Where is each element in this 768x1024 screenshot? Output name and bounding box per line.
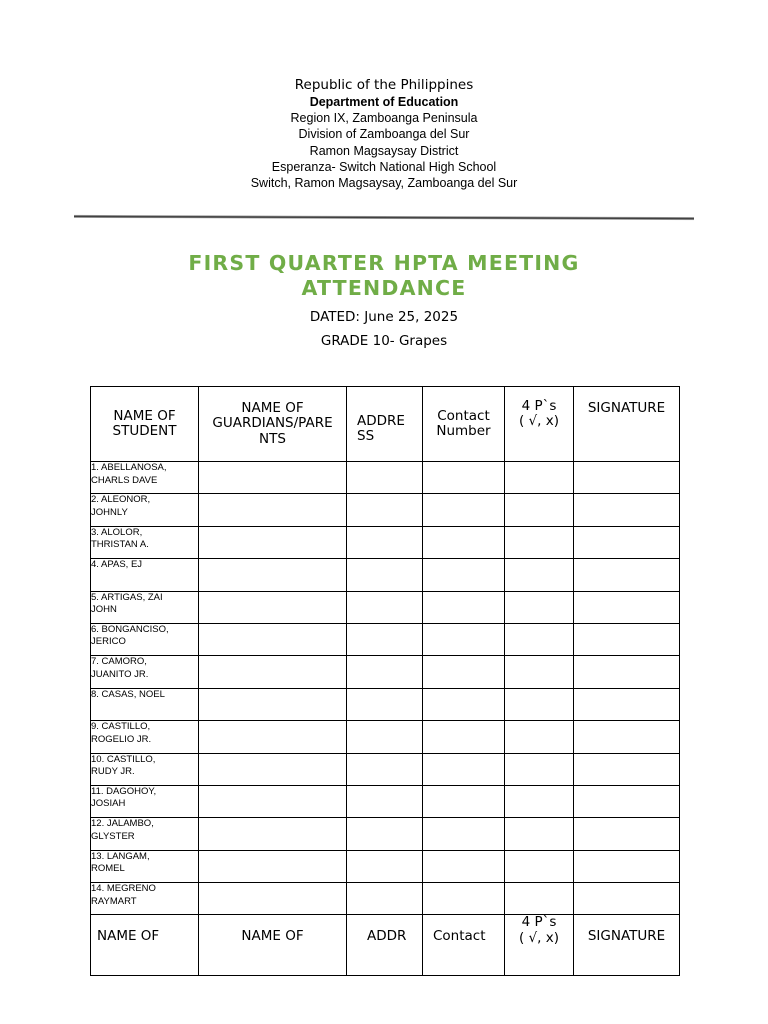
- header-address-line-2: SS: [357, 428, 375, 444]
- student-name-line-2: JOSIAH: [91, 798, 126, 810]
- header-4ps: [505, 387, 574, 462]
- header-contact: [423, 387, 505, 462]
- school-line: Esperanza- Switch National High School: [271, 159, 497, 174]
- fourps-cell[interactable]: [505, 526, 574, 558]
- document-title: [0, 251, 768, 300]
- table-row: [91, 591, 680, 623]
- contact-cell[interactable]: [423, 656, 505, 688]
- signature-cell[interactable]: [574, 818, 680, 850]
- table-row: [91, 721, 680, 753]
- student-name-cell: [91, 623, 199, 655]
- republic-line: Republic of the Philippines: [294, 77, 474, 93]
- signature-cell[interactable]: [574, 656, 680, 688]
- fourps-cell[interactable]: [505, 850, 574, 882]
- table-header-row: [91, 387, 680, 462]
- signature-cell[interactable]: [574, 850, 680, 882]
- contact-cell[interactable]: [423, 462, 505, 494]
- fourps-cell[interactable]: [505, 785, 574, 817]
- footer-address: [347, 915, 423, 976]
- header-address-line-1: ADDRE: [357, 412, 405, 429]
- signature-cell[interactable]: [574, 462, 680, 494]
- header-contact-line-2: Number: [436, 423, 491, 439]
- table-row: [91, 623, 680, 655]
- fourps-cell[interactable]: [505, 753, 574, 785]
- student-name-line-1: 3. ALOLOR,: [91, 526, 143, 538]
- guardian-cell[interactable]: [199, 818, 347, 850]
- header-4ps-text: [505, 399, 573, 430]
- repeated-header-row: [91, 915, 680, 976]
- letterhead: [0, 77, 768, 191]
- table-row: [91, 753, 680, 785]
- footer-4ps-text: [505, 915, 573, 946]
- signature-cell[interactable]: [574, 721, 680, 753]
- attendance-table-wrapper: [90, 386, 679, 946]
- letterhead-divider: [74, 215, 694, 220]
- header-4ps-line-1: 4 P`s: [521, 397, 557, 414]
- fourps-cell[interactable]: [505, 462, 574, 494]
- region-line: Region IX, Zamboanga Peninsula: [290, 111, 478, 126]
- table-row: [91, 526, 680, 558]
- student-name-cell: [91, 591, 199, 623]
- table-row: [91, 462, 680, 494]
- table-row: [91, 494, 680, 526]
- footer-4ps-line-1: 4 P`s: [521, 914, 557, 931]
- student-name-line-1: 8. CASAS, NOEL: [91, 688, 165, 700]
- guardian-cell[interactable]: [199, 623, 347, 655]
- header-guardian-line-1: NAME OF: [241, 399, 304, 416]
- address-cell[interactable]: [347, 883, 423, 915]
- student-name-line-2: THRISTAN A.: [91, 539, 149, 551]
- address-cell[interactable]: [347, 494, 423, 526]
- header-student-line-1: NAME OF: [113, 407, 176, 424]
- contact-cell[interactable]: [423, 591, 505, 623]
- contact-cell[interactable]: [423, 526, 505, 558]
- guardian-cell[interactable]: [199, 559, 347, 591]
- fourps-cell[interactable]: [505, 721, 574, 753]
- guardian-cell[interactable]: [199, 526, 347, 558]
- student-name-line-1: 11. DAGOHOY,: [91, 785, 157, 797]
- signature-cell[interactable]: [574, 494, 680, 526]
- guardian-cell[interactable]: [199, 785, 347, 817]
- address-cell[interactable]: [347, 623, 423, 655]
- student-name-line-1: 14. MEGRENO: [91, 883, 156, 895]
- contact-cell[interactable]: [423, 623, 505, 655]
- address-cell[interactable]: [347, 688, 423, 720]
- contact-cell[interactable]: [423, 753, 505, 785]
- contact-cell[interactable]: [423, 850, 505, 882]
- fourps-cell[interactable]: [505, 656, 574, 688]
- address-cell[interactable]: [347, 526, 423, 558]
- signature-cell[interactable]: [574, 559, 680, 591]
- student-name-line-2: JERICO: [91, 636, 126, 648]
- student-name-line-2: GLYSTER: [91, 830, 135, 842]
- student-name-line-2: CHARLS DAVE: [91, 474, 158, 486]
- address-cell[interactable]: [347, 818, 423, 850]
- header-student: [91, 387, 199, 462]
- fourps-cell[interactable]: [505, 818, 574, 850]
- fourps-cell[interactable]: [505, 591, 574, 623]
- footer-signature: [574, 915, 680, 976]
- student-name-line-2: RAYMART: [91, 895, 137, 907]
- contact-cell[interactable]: [423, 721, 505, 753]
- student-name-line-1: 13. LANGAM,: [91, 850, 150, 862]
- fourps-cell[interactable]: [505, 623, 574, 655]
- signature-cell[interactable]: [574, 785, 680, 817]
- guardian-cell[interactable]: [199, 850, 347, 882]
- footer-4ps: [505, 915, 574, 976]
- footer-contact: [423, 915, 505, 976]
- header-address: [347, 387, 423, 462]
- division-line: Division of Zamboanga del Sur: [298, 127, 470, 142]
- student-name-line-2: JOHNLY: [91, 506, 128, 518]
- guardian-cell[interactable]: [199, 688, 347, 720]
- contact-cell[interactable]: [423, 785, 505, 817]
- school-address-line: Switch, Ramon Magsaysay, Zamboanga del Sur: [250, 176, 518, 191]
- footer-contact-text: Contact: [433, 928, 486, 945]
- contact-cell[interactable]: [423, 559, 505, 591]
- table-row: [91, 656, 680, 688]
- table-row: [91, 883, 680, 915]
- student-name-cell: [91, 850, 199, 882]
- student-name-line-2: ROMEL: [91, 863, 125, 875]
- student-name-cell: [91, 785, 199, 817]
- contact-cell[interactable]: [423, 883, 505, 915]
- guardian-cell[interactable]: [199, 591, 347, 623]
- guardian-cell[interactable]: [199, 721, 347, 753]
- student-name-cell: [91, 818, 199, 850]
- signature-cell[interactable]: [574, 688, 680, 720]
- table-row: [91, 818, 680, 850]
- header-guardian-line-3: NTS: [259, 430, 286, 447]
- student-name-cell: [91, 753, 199, 785]
- footer-address-text: ADDR: [367, 928, 407, 945]
- student-name-cell: [91, 883, 199, 915]
- fourps-cell[interactable]: [505, 688, 574, 720]
- department-line: Department of Education: [309, 95, 459, 109]
- guardian-cell[interactable]: [199, 494, 347, 526]
- student-name-cell: [91, 721, 199, 753]
- address-cell[interactable]: [347, 785, 423, 817]
- student-name-cell: [91, 526, 199, 558]
- footer-signature-text: SIGNATURE: [587, 928, 666, 945]
- student-name-line-2: JOHN: [91, 604, 117, 616]
- header-guardian-line-2: GUARDIANS/PARE: [212, 415, 333, 432]
- address-cell[interactable]: [347, 462, 423, 494]
- meeting-date: DATED: June 25, 2025: [309, 309, 459, 325]
- student-name-cell: [91, 656, 199, 688]
- header-signature: SIGNATURE: [574, 387, 680, 462]
- student-name-line-1: 12. JALAMBO,: [91, 818, 154, 830]
- table-row: [91, 785, 680, 817]
- fourps-cell[interactable]: [505, 883, 574, 915]
- contact-cell[interactable]: [423, 818, 505, 850]
- footer-guardian-text: NAME OF: [241, 928, 304, 945]
- table-row: [91, 850, 680, 882]
- district-line: Ramon Magsaysay District: [309, 143, 459, 158]
- student-name-line-2: RUDY JR.: [91, 766, 135, 778]
- table-row: [91, 559, 680, 591]
- footer-student-text: NAME OF: [97, 928, 160, 945]
- student-name-line-1: 6. BONGANCISO,: [91, 623, 169, 635]
- contact-cell[interactable]: [423, 494, 505, 526]
- footer-4ps-line-2: ( √, x): [519, 929, 559, 946]
- signature-cell[interactable]: [574, 591, 680, 623]
- student-name-line-2: JUANITO JR.: [91, 668, 149, 680]
- student-name-line-1: 7. CAMORO,: [91, 656, 147, 668]
- title-line-1: FIRST QUARTER HPTA MEETING: [188, 251, 580, 275]
- contact-cell[interactable]: [423, 688, 505, 720]
- signature-cell[interactable]: [574, 883, 680, 915]
- guardian-cell[interactable]: [199, 883, 347, 915]
- student-name-line-1: 1. ABELLANOSA,: [91, 462, 167, 473]
- table-row: [91, 688, 680, 720]
- guardian-cell[interactable]: [199, 656, 347, 688]
- student-name-line-1: 10. CASTILLO,: [91, 753, 156, 765]
- footer-student: [91, 915, 199, 976]
- header-contact-line-1: Contact: [437, 407, 490, 424]
- address-cell[interactable]: [347, 656, 423, 688]
- fourps-cell[interactable]: [505, 559, 574, 591]
- student-name-line-1: 9. CASTILLO,: [91, 721, 151, 733]
- grade-section: GRADE 10- Grapes: [320, 333, 448, 349]
- signature-cell[interactable]: [574, 526, 680, 558]
- student-name-cell: [91, 559, 199, 591]
- signature-cell[interactable]: [574, 753, 680, 785]
- student-rows: [91, 462, 680, 915]
- address-cell[interactable]: [347, 850, 423, 882]
- student-name-line-1: 5. ARTIGAS, ZAI: [91, 591, 163, 603]
- student-name-cell: [91, 462, 199, 494]
- header-student-line-2: STUDENT: [112, 423, 177, 439]
- student-name-line-1: 2. ALEONOR,: [91, 494, 151, 506]
- address-cell[interactable]: [347, 753, 423, 785]
- student-name-cell: [91, 688, 199, 720]
- fourps-cell[interactable]: [505, 494, 574, 526]
- student-name-cell: [91, 494, 199, 526]
- header-guardian: [199, 387, 347, 462]
- footer-guardian: [199, 915, 347, 976]
- title-line-2: ATTENDANCE: [301, 275, 467, 300]
- signature-cell[interactable]: [574, 623, 680, 655]
- guardian-cell[interactable]: [199, 753, 347, 785]
- address-cell[interactable]: [347, 721, 423, 753]
- header-4ps-line-2: ( √, x): [519, 413, 559, 429]
- student-name-line-2: ROGELIO JR.: [91, 733, 152, 745]
- guardian-cell[interactable]: [199, 462, 347, 494]
- student-name-line-1: 4. APAS, EJ: [91, 559, 143, 571]
- attendance-table: [90, 386, 680, 976]
- address-cell[interactable]: [347, 559, 423, 591]
- address-cell[interactable]: [347, 591, 423, 623]
